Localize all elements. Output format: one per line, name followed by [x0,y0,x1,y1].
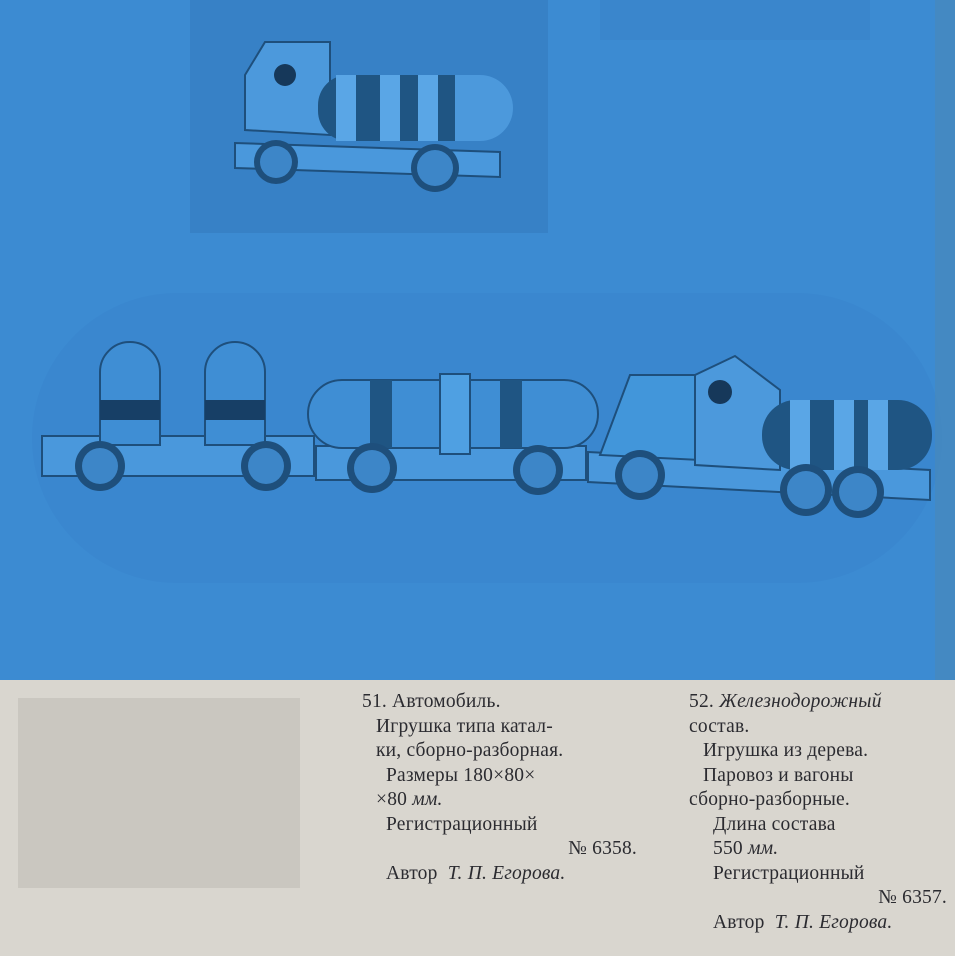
caption-51-line: Игрушка типа катал- [376,715,553,737]
caption-52-line: сборно-разборные. [689,789,850,810]
caption-52 [689,690,947,935]
caption-51-title: 51. Автомобиль. [362,691,501,712]
caption-52-word: состава [771,813,836,835]
caption-51-line: ки, сборно-разборная. [376,740,564,761]
toy-locomotive [588,356,932,518]
caption-52-author-name: Т. П. Егорова. [774,911,893,933]
caption-51-author [362,862,637,887]
caption-52-line [689,764,947,789]
caption-52-word: Длина [713,813,767,835]
caption-52-title [689,690,947,715]
caption-52-line: Регистрационный [713,862,865,884]
caption-52-number: 52. [689,691,714,712]
caption-51-word: ×80 [376,789,408,810]
caption-51-dimensions [362,764,637,789]
caption-52-title-text: Железнодорожный [719,691,882,712]
caption-52-unit: мм. [747,838,779,859]
caption-52-line [689,739,947,764]
caption-52-number-reg: № 6357. [878,887,947,908]
caption-51-word: Автор [386,862,438,884]
caption-51-word: Размеры [386,764,459,786]
caption-52-word: Паровоз [703,764,774,786]
caption-51-number: № 6358. [568,838,637,859]
caption-52-length [689,813,947,838]
caption-51-word: 180×80× [463,764,536,786]
caption-51 [362,690,637,886]
caption-51-unit: мм. [412,789,443,810]
caption-52-word: дерева. [807,740,869,761]
caption-52-length-value [689,837,947,862]
caption-52-author [689,911,947,936]
caption-52-word: Автор [713,911,765,933]
caption-52-word: из [783,740,803,761]
caption-52-word: и [778,764,789,786]
toy-wagon-domes [42,342,314,491]
caption-51-dimensions-cont [362,788,637,813]
blank-grey-panel [18,698,300,888]
caption-52-line: состав. [689,715,750,737]
toy-truck [235,42,513,192]
toy-wagon-tank [308,374,598,495]
caption-52-word: Игрушка [703,740,779,761]
caption-52-word: 550 [713,838,743,859]
caption-52-word: вагоны [793,764,854,786]
caption-51-line: Регистрационный [386,813,538,835]
caption-51-author-name: Т. П. Егорова. [447,862,566,884]
